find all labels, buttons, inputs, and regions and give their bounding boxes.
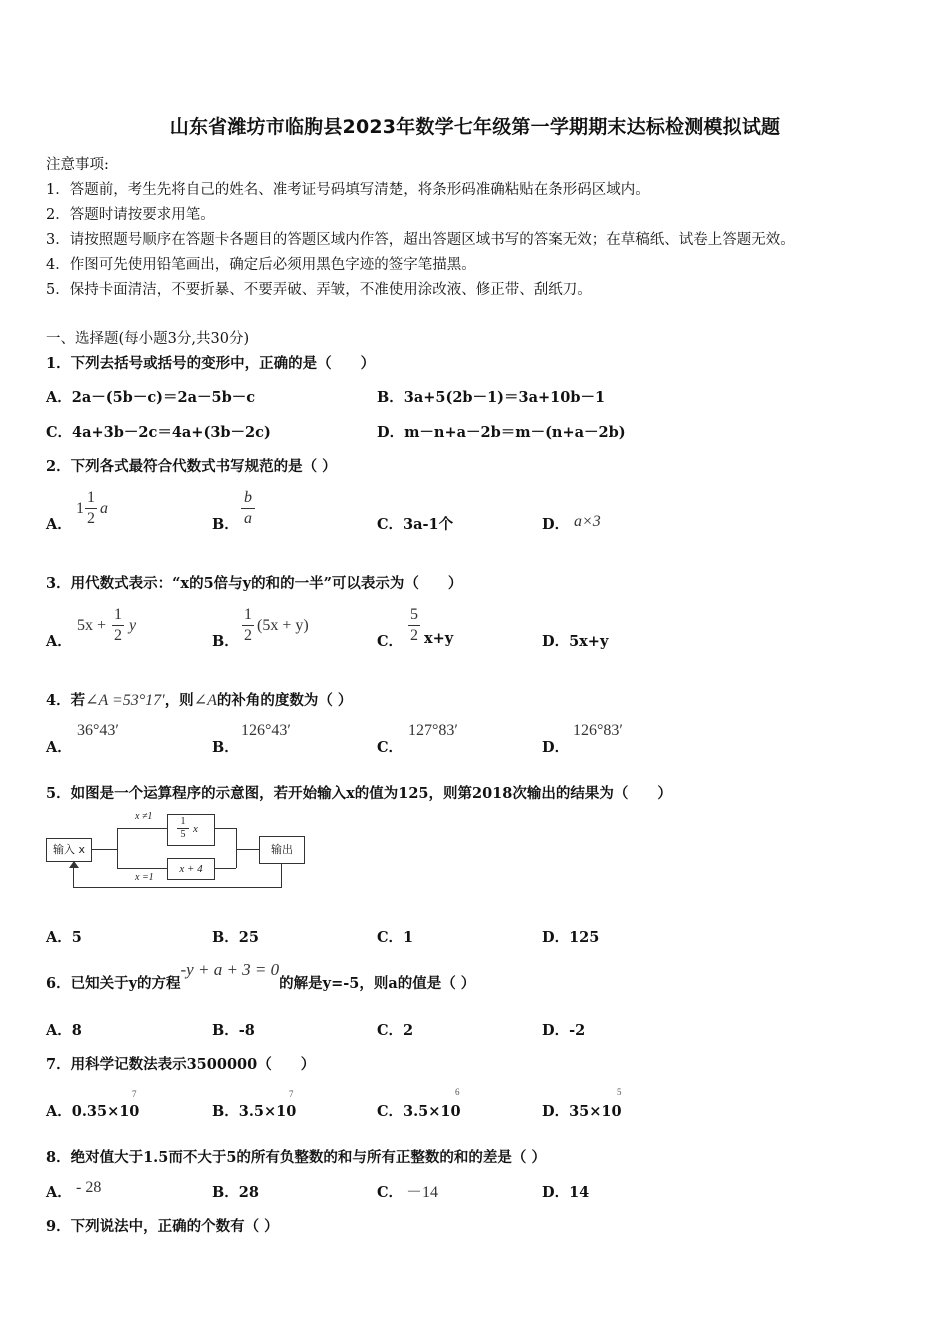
q3-option-b-post: (5x + y) xyxy=(257,617,309,634)
q2-option-b-fraction xyxy=(241,489,255,528)
q5-option-d: D．125 xyxy=(542,929,600,946)
q1-stem: 1．下列去括号或括号的变形中，正确的是（ ） xyxy=(46,355,376,372)
q8-stem: 8．绝对值大于1.5而不大于5的所有负整数的和与所有正整数的和的差是（ ） xyxy=(46,1149,546,1166)
diagram-bottom-cond: x =1 xyxy=(135,872,154,883)
notice-item-1: 1．答题前，考生先将自己的姓名、准考证号码填写清楚，将条形码准确粘贴在条形码区域内。 xyxy=(46,182,650,198)
q8-option-b: B．28 xyxy=(212,1184,259,1201)
q8-option-a-label: A． xyxy=(46,1184,72,1201)
q2-option-c: C．3a-1个 xyxy=(377,516,454,533)
diagram-top-op-box xyxy=(167,814,215,846)
q7-option-d-exp: 5 xyxy=(617,1087,622,1097)
q7-option-d: D．35×10 xyxy=(542,1103,622,1120)
q5-stem: 5．如图是一个运算程序的示意图，若开始输入x的值为125，则第2018次输出的结果为（ ） xyxy=(46,785,672,802)
q4-option-b-label: B． xyxy=(212,739,239,756)
q2-option-a-label: A． xyxy=(46,516,72,533)
q4-stem-post: 的补角的度数为（ ） xyxy=(216,692,353,709)
q4-stem-math: ∠A =53°17′ xyxy=(85,692,165,709)
q6-option-a: A．8 xyxy=(46,1022,82,1039)
q3-b-den: 2 xyxy=(244,627,252,644)
q3-option-b-label: B． xyxy=(212,633,239,650)
notice-item-3: 3．请按照题号顺序在答题卡各题目的答题区域内作答，超出答题区域书写的答案无效；在草稿纸、试卷上答题无效。 xyxy=(46,232,795,248)
q2-b-num: b xyxy=(244,489,252,506)
q2-option-a-fraction xyxy=(85,489,97,528)
diagram-top-op-num: 1 xyxy=(180,816,186,827)
q3-c-den: 2 xyxy=(410,627,418,644)
q3-option-a-label: A． xyxy=(46,633,72,650)
q3-b-num: 1 xyxy=(244,606,252,623)
q5-option-a: A．5 xyxy=(46,929,82,946)
q1-option-c: C．4a+3b－2c＝4a+(3b－2c) xyxy=(46,424,271,441)
q3-option-a-post: y xyxy=(129,617,137,634)
diagram-top-op-var: x xyxy=(193,823,198,835)
q4-stem-math2: ∠A xyxy=(193,692,217,709)
q3-option-d: D．5x+y xyxy=(542,633,609,650)
q6-option-c: C．2 xyxy=(377,1022,414,1039)
q4-option-a-label: A． xyxy=(46,739,72,756)
q4-option-b-math: 126°43′ xyxy=(241,722,291,739)
q4-stem-mid: ，则 xyxy=(164,692,194,709)
notice-item-4: 4．作图可先使用铅笔画出，确定后必须用黑色字迹的签字笔描黑。 xyxy=(46,257,476,273)
q2-b-den: a xyxy=(244,510,252,527)
q3-c-num: 5 xyxy=(410,606,418,623)
notice-item-2: 2．答题时请按要求用笔。 xyxy=(46,207,215,223)
q2-option-a-whole: 1 xyxy=(76,500,84,517)
diagram-bottom-op-box: x + 4 xyxy=(167,858,215,880)
q6-stem-post: 的解是y=-5，则a的值是（ ） xyxy=(279,975,476,992)
q2-stem: 2．下列各式最符合代数式书写规范的是（ ） xyxy=(46,458,337,475)
notice-heading: 注意事项: xyxy=(46,157,109,173)
q2-a-num: 1 xyxy=(87,489,95,506)
q3-option-c-post: x+y xyxy=(424,630,454,647)
q6-stem xyxy=(46,960,476,993)
q6-option-b: B．-8 xyxy=(212,1022,255,1039)
q3-option-c-fraction xyxy=(408,606,420,645)
q3-option-c-label: C． xyxy=(377,633,404,650)
q5-option-b: B．25 xyxy=(212,929,259,946)
q4-stem xyxy=(46,689,352,710)
q4-option-a-math: 36°43′ xyxy=(77,722,119,739)
q7-option-c: C．3.5×10 xyxy=(377,1103,461,1120)
q7-stem: 7．用科学记数法表示3500000（ ） xyxy=(46,1056,316,1073)
q4-stem-pre: 4．若 xyxy=(46,692,86,709)
q9-stem: 9．下列说法中，正确的个数有（ ） xyxy=(46,1218,279,1235)
q5-flow-diagram xyxy=(45,810,307,892)
q6-stem-pre: 6．已知关于y的方程 xyxy=(46,975,181,992)
q7-option-c-exp: 6 xyxy=(455,1087,460,1097)
diagram-top-op-den: 5 xyxy=(180,829,186,840)
q5-option-c: C．1 xyxy=(377,929,414,946)
q2-option-b-label: B． xyxy=(212,516,239,533)
q6-option-d: D．-2 xyxy=(542,1022,586,1039)
q2-a-den: 2 xyxy=(87,510,95,527)
q2-option-d-label: D． xyxy=(542,516,570,533)
q8-option-d: D．14 xyxy=(542,1184,590,1201)
q8-option-a-math: - 28 xyxy=(76,1179,102,1196)
q3-option-a-pre: 5x + xyxy=(77,617,107,634)
diagram-output-box: 输出 xyxy=(259,836,305,864)
q7-option-b: B．3.5×10 xyxy=(212,1103,297,1120)
q4-option-d-math: 126°83′ xyxy=(573,722,623,739)
diagram-input-box: 输入 x xyxy=(46,838,92,862)
q3-option-a-fraction xyxy=(112,606,124,645)
q3-option-b-fraction xyxy=(242,606,254,645)
q7-option-b-exp: 7 xyxy=(289,1089,294,1099)
notice-item-5: 5．保持卡面清洁，不要折暴、不要弄破、弄皱，不准使用涂改液、修正带、刮纸刀。 xyxy=(46,282,592,298)
q4-option-c-label: C． xyxy=(377,739,404,756)
q2-option-a-var: a xyxy=(100,500,108,517)
q4-option-d-label: D． xyxy=(542,739,570,756)
diagram-top-cond: x ≠1 xyxy=(135,811,153,822)
q7-option-a: A．0.35×10 xyxy=(46,1103,140,1120)
page-title: 山东省潍坊市临朐县2023年数学七年级第一学期期末达标检测模拟试题 xyxy=(169,116,781,138)
q1-option-d: D．m－n+a－2b＝m－(n+a－2b) xyxy=(377,424,626,441)
q3-a-num: 1 xyxy=(114,606,122,623)
q1-option-b: B．3a+5(2b－1)＝3a+10b－1 xyxy=(377,389,606,406)
q3-a-den: 2 xyxy=(114,627,122,644)
q7-option-a-exp: 7 xyxy=(132,1089,137,1099)
section-heading: 一、选择题(每小题3分,共30分) xyxy=(46,331,250,347)
q6-stem-math: -y + a + 3 = 0 xyxy=(180,960,280,979)
q1-option-a: A．2a－(5b－c)＝2a－5b－c xyxy=(46,389,256,406)
q2-option-d-math: a×3 xyxy=(574,513,601,530)
q3-stem: 3．用代数式表示：“x的5倍与y的和的一半”可以表示为（ ） xyxy=(46,575,463,592)
q8-option-c-label: C． xyxy=(377,1184,404,1201)
q8-option-c-math: －14 xyxy=(406,1184,439,1201)
q4-option-c-math: 127°83′ xyxy=(408,722,458,739)
